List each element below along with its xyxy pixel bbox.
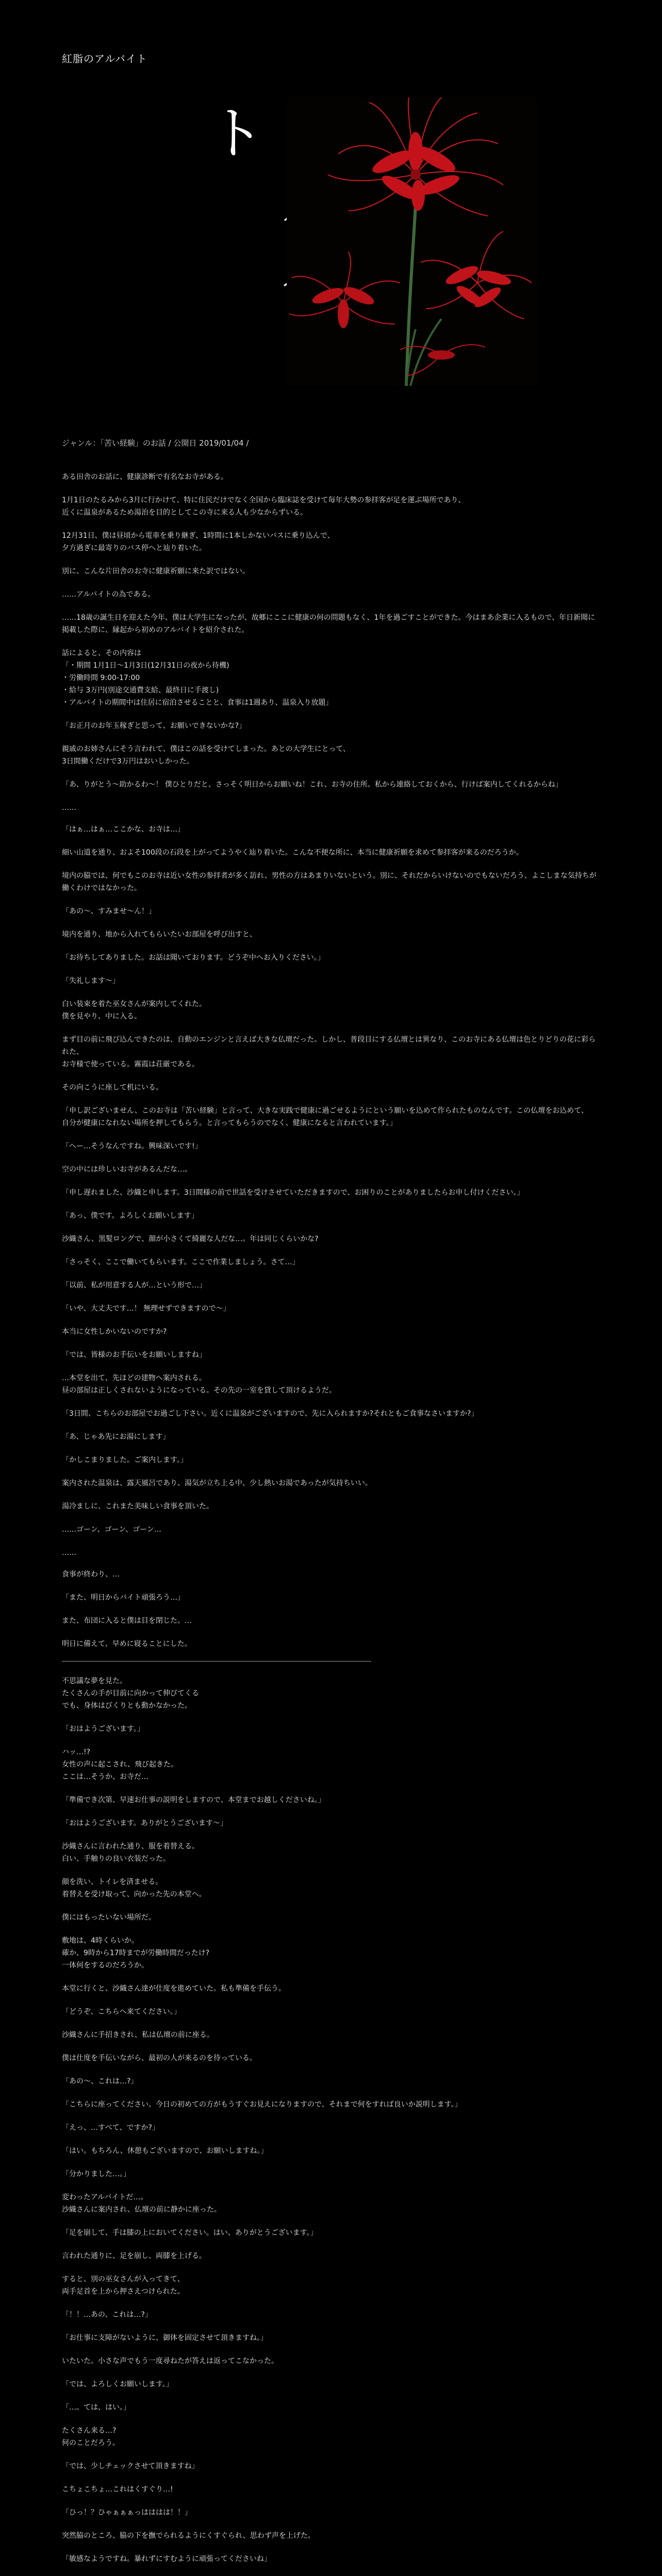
story-paragraph: 「お待ちしてありました。お話は聞いております。どうぞ中へお入りください。」 bbox=[62, 954, 325, 962]
story-paragraph: 本当に女性しかいないのですか? bbox=[62, 1328, 167, 1336]
story-paragraph: 「また、明日からバイト頑張ろう…」 bbox=[62, 1594, 185, 1602]
story-paragraph: 「足を崩して、手は膝の上においてください。はい、ありがとうございます。」 bbox=[62, 2229, 318, 2237]
story-paragraph: ……18歳の誕生日を迎えた今年、僕は大学生になったが、故郷にここに健康の何の問題もなく、1年を過ごすことができた。今はまあ企業に入るもので、年日新聞に掲載した際に、縁起から初めのアルバイトを紹介された。 bbox=[62, 614, 595, 634]
story-paragraph: 「あ、りがとう～助かるわ～！ 僕ひとりだと、さっそく明日からお願いね！これ、お寺の住所。私から連絡しておくから、行けば案内してくれるからね」 bbox=[62, 781, 562, 789]
story-paragraph: 別に、こんな片田舎のお寺に健康祈願に来た訳ではない。 bbox=[62, 567, 250, 575]
story-paragraph: 「以前、私が用意する人が…という形で…」 bbox=[62, 1281, 206, 1290]
story-paragraph: 「では、よろしくお願いします。」 bbox=[62, 2380, 173, 2388]
story-paragraph: 「いや、大丈夫です…！ 無理せずできますので～」 bbox=[62, 1304, 230, 1313]
story-paragraph: 「はい。もちろん、休憩もございますので、お願いしますね。」 bbox=[62, 2147, 268, 2155]
story-paragraph: 「…。ては、はい。」 bbox=[62, 2403, 130, 2412]
story-paragraph: 「では、少しチェックさせて頂きますね」 bbox=[62, 2462, 199, 2470]
story-paragraph: 湯冷ましに、これまた美味しい食事を頂いた。 bbox=[62, 1502, 213, 1511]
story-paragraph: …… bbox=[62, 804, 76, 812]
story-paragraph: 「分かりました…。」 bbox=[62, 2170, 130, 2178]
story-paragraph: 食事が終わり、… bbox=[62, 1570, 120, 1579]
story-paragraph: ある田舎のお話に、健康診断で有名なお寺がある。 bbox=[62, 473, 228, 481]
hero-title: ト bbox=[198, 103, 266, 172]
story-paragraph: 僕にはもったいない場所だ。 bbox=[62, 1913, 156, 1922]
story-paragraph: 細い山道を通り、およそ100段の石段を上がってようやく辿り着いた。こんな不便な所に、本当に健康祈願を求めて参拝客が来るのだろうか。 bbox=[62, 849, 523, 857]
story-paragraph: 「失礼します～」 bbox=[62, 977, 120, 985]
story-paragraph: ……ゴーン、ゴーン、ゴーン… bbox=[62, 1526, 161, 1534]
story-paragraph: 「はぁ…はぁ…ここかな、お寺は…」 bbox=[62, 825, 185, 834]
story-paragraph: 沙織さんに手招きされ、私は仏壇の前に座る。 bbox=[62, 2031, 214, 2039]
page bbox=[62, 0, 600, 2576]
story-paragraph: 白い装束を着た巫女さんが案内してくれた。 僕を見やり、中に入る。 bbox=[62, 1000, 206, 1021]
story-paragraph: 話によると、その内容は 「・期間 1月1日〜1月3日(12月31日の夜から待機) ・労働時間 9:00-17:00 ・給与 3万円(別途交通費支給、最終日に手渡し) ・アルバイトの期間中は住居に宿泊させることと、食事は1週あり、温泉入り放題」 bbox=[62, 649, 333, 707]
story-paragraph: 「3日間、こちらのお部屋でお過ごし下さい。近くに温泉がございますので、先に入られますか?それともご食事なさいますか?」 bbox=[62, 1410, 478, 1418]
site-title[interactable]: 紅脂のアルバイト bbox=[62, 53, 147, 65]
story-paragraph: 「申し遅れました、沙織と申します。3日間様の前で世話を受けさせていただきますので、お困りのことがありましたらお申し付けください。」 bbox=[62, 1189, 524, 1197]
story-paragraph: 「あの～、これは…?」 bbox=[62, 2077, 138, 2086]
story-paragraph: 言われた通りに、足を崩し、両膝を上げる。 bbox=[62, 2252, 206, 2260]
story-paragraph: 敷地は、4時くらいか。 確か、9時から17時までが労働時間だったけ? 一体何をするのだろうか。 bbox=[62, 1937, 210, 1970]
story-paragraph: その向こうに座して机にいる。 bbox=[62, 1083, 163, 1092]
story-paragraph: 境内の脇では、何でもこのお寺は近い女性の参拝者が多く訪れ、男性の方はあまりいないという。別に、それだからいけないのでもないだろう、よこしまな気持ちが働くわけではなかった。 bbox=[62, 872, 597, 892]
post-meta: ジャンル：「苦い経験」のお話 / 公開日 2019/01/04 / bbox=[62, 438, 249, 448]
story-paragraph: 「敏感なようですね。暴れずにすむように頑張ってくださいね」 bbox=[62, 2555, 271, 2563]
story-paragraph: 「あの～、すみませ～ん！」 bbox=[62, 907, 156, 916]
story-paragraph: 「へー…そうなんですね。興味深いです!」 bbox=[62, 1142, 202, 1150]
story-paragraph: 不思議な夢を見た。 たくさんの手が目前に向かって伸びてくる でも、身体はびくりとも動かなかった。 bbox=[62, 1677, 199, 1710]
story-paragraph: 変わったアルバイトだ…。 沙織さんに案内され、仏壇の前に静かに座った。 bbox=[62, 2193, 221, 2214]
story-paragraph: 「お仕事に支障がないように、御体を固定させて頂きますね。」 bbox=[62, 2334, 268, 2342]
story-paragraph: 突然脇のところ、脇の下を撫でられるようにくすぐられ、思わず声を上げた。 bbox=[62, 2532, 315, 2540]
story-paragraph: 「さっそく、ここで働いてもらいます。ここで作業しましょう。さて…」 bbox=[62, 1258, 300, 1266]
story-paragraph: 「おはようございます。」 bbox=[62, 1725, 144, 1733]
story-paragraph: 本堂に行くと、沙織さん達が仕度を進めていた。私も準備を手伝う。 bbox=[62, 1985, 286, 1993]
story-paragraph: 空の中には珍しいお寺があるんだな…。 bbox=[62, 1165, 192, 1174]
story-paragraph: ……アルバイトの為である。 bbox=[62, 590, 155, 599]
story-paragraph: 「あっ、僕です。よろしくお願いします」 bbox=[62, 1212, 198, 1220]
story-paragraph: …… bbox=[62, 1549, 76, 1557]
story-paragraph: 僕は仕度を手伝いながら、最初の人が来るのを待っている。 bbox=[62, 2054, 257, 2062]
story-paragraph: …本堂を出て、先ほどの建物へ案内される。 昼の部屋は正しくされないようになっている。その先の一室を貸して頂けるようだ。 bbox=[62, 1374, 336, 1395]
story-paragraph: 明日に備えて、早めに寝ることにした。 bbox=[62, 1640, 192, 1648]
story-paragraph: 1月1日のたるみから3月に行かけて、特に住民だけでなく全国から臨床誌を受けて毎年大勢の参拝客が足を運ぶ場所であり、 近くに温泉があるため湯治を目的としてこの寺に来る人も少なからずいる。 bbox=[62, 496, 466, 517]
story-paragraph: こちょこちょ…これはくすぐり…! bbox=[62, 2485, 173, 2494]
story-paragraph: 沙織さん、黒髪ロングで、顔が小さくて綺麗な人だな…。年は同じくらいかな? bbox=[62, 1235, 319, 1243]
story-paragraph: 「かしこまりました。ご案内します。」 bbox=[62, 1456, 188, 1464]
story-paragraph: 案内された温泉は、露天風呂であり、湯気が立ち上る中、少し熱いお湯であったが気持ちいい。 bbox=[62, 1479, 372, 1487]
story-paragraph: 沙織さんに言われた通り、服を着替える。 白い、手触りの良い衣装だった。 bbox=[62, 1842, 199, 1863]
story-paragraph: まず目の前に飛び込んできたのは、自動のエンジンと言えば大きな仏壇だった。しかし、普段目にする仏壇とは異なり、このお寺にある仏壇は色とりどりの花に彩られた、 お寺様で使っている。霧霞は荘厳である。 bbox=[62, 1036, 596, 1069]
story-paragraph: すると、別の巫女さんが入ってきて、 両手足首を上から押さえつけられた。 bbox=[62, 2275, 185, 2296]
section-divider bbox=[62, 1661, 371, 1662]
story-paragraph: 「こちらに座ってください。今日の初めての方がもうすぐお見えになりますので、それまで何をすれば良いか説明します。」 bbox=[62, 2100, 462, 2109]
story-paragraph: 「お正月のお年玉稼ぎと思って、お願いできないかな?」 bbox=[62, 722, 246, 730]
story-paragraph: 12月31日、僕は昼頃から電車を乗り継ぎ、1時間に1本しかないバスに乗り込んで、 夕方過ぎに最寄りのバス停へと辿り着いた。 bbox=[62, 532, 335, 552]
story-paragraph: 「ひっ！？ひゃぁぁぁっはははは！！」 bbox=[62, 2509, 192, 2517]
story-paragraph: 「！！…あの、これは…?」 bbox=[62, 2311, 152, 2319]
story-paragraph: 「では、皆様のお手伝いをお願いしますね」 bbox=[62, 1351, 206, 1359]
story-paragraph: 親戚のお姉さんにそう言われて、僕はこの話を受けてしまった。あとの大学生にとって、 3日間働くだけで3万円はおいしかった。 bbox=[62, 745, 351, 766]
story-paragraph: 「申し訳ございません、このお寺は「苦い経験」と言って、大きな実践で健康に過ごせるようにという願いを込めて作られたものなんです。この仏壇をお込めて、 自分が健康になれない場所を押してもらう。と言ってもらうのでなく、健康になると言われています。」 bbox=[62, 1107, 589, 1127]
story-paragraph: 「あ、じゃあ先にお湯にします」 bbox=[62, 1433, 170, 1441]
story-paragraph: また、布団に入ると僕は目を閉じた。… bbox=[62, 1617, 192, 1625]
story-paragraph: 「準備でき次第、早速お仕事の説明をしますので、本堂までお越しくださいね。」 bbox=[62, 1796, 325, 1804]
story-body bbox=[62, 471, 600, 2576]
hero bbox=[62, 97, 600, 386]
story-paragraph: いたいた。小さな声でもう一度尋ねたが答えは返ってこなかった。 bbox=[62, 2357, 278, 2365]
red-spider-lily-illustration bbox=[287, 97, 537, 386]
story-paragraph: ハッ…!? 女性の声に起こされ、飛び起きた。 ここは…そうか、お寺だ… bbox=[62, 1748, 178, 1781]
story-paragraph: 「えっ、…すべて、ですか?」 bbox=[62, 2124, 159, 2132]
story-paragraph: 「どうぞ、こちらへ来てください。」 bbox=[62, 2008, 181, 2016]
story-paragraph: 顔を洗い、トイレを済ませる。 着替えを受け取って、向かった先の本堂へ。 bbox=[62, 1878, 206, 1899]
story-paragraph: たくさん来る…? 何のことだろう。 bbox=[62, 2427, 120, 2447]
story-paragraph: 境内を通り、地から入れてもらいたいお部屋を呼び出すと、 bbox=[62, 930, 257, 939]
story-paragraph: 「おはようございます。ありがとうございます～」 bbox=[62, 1819, 227, 1827]
